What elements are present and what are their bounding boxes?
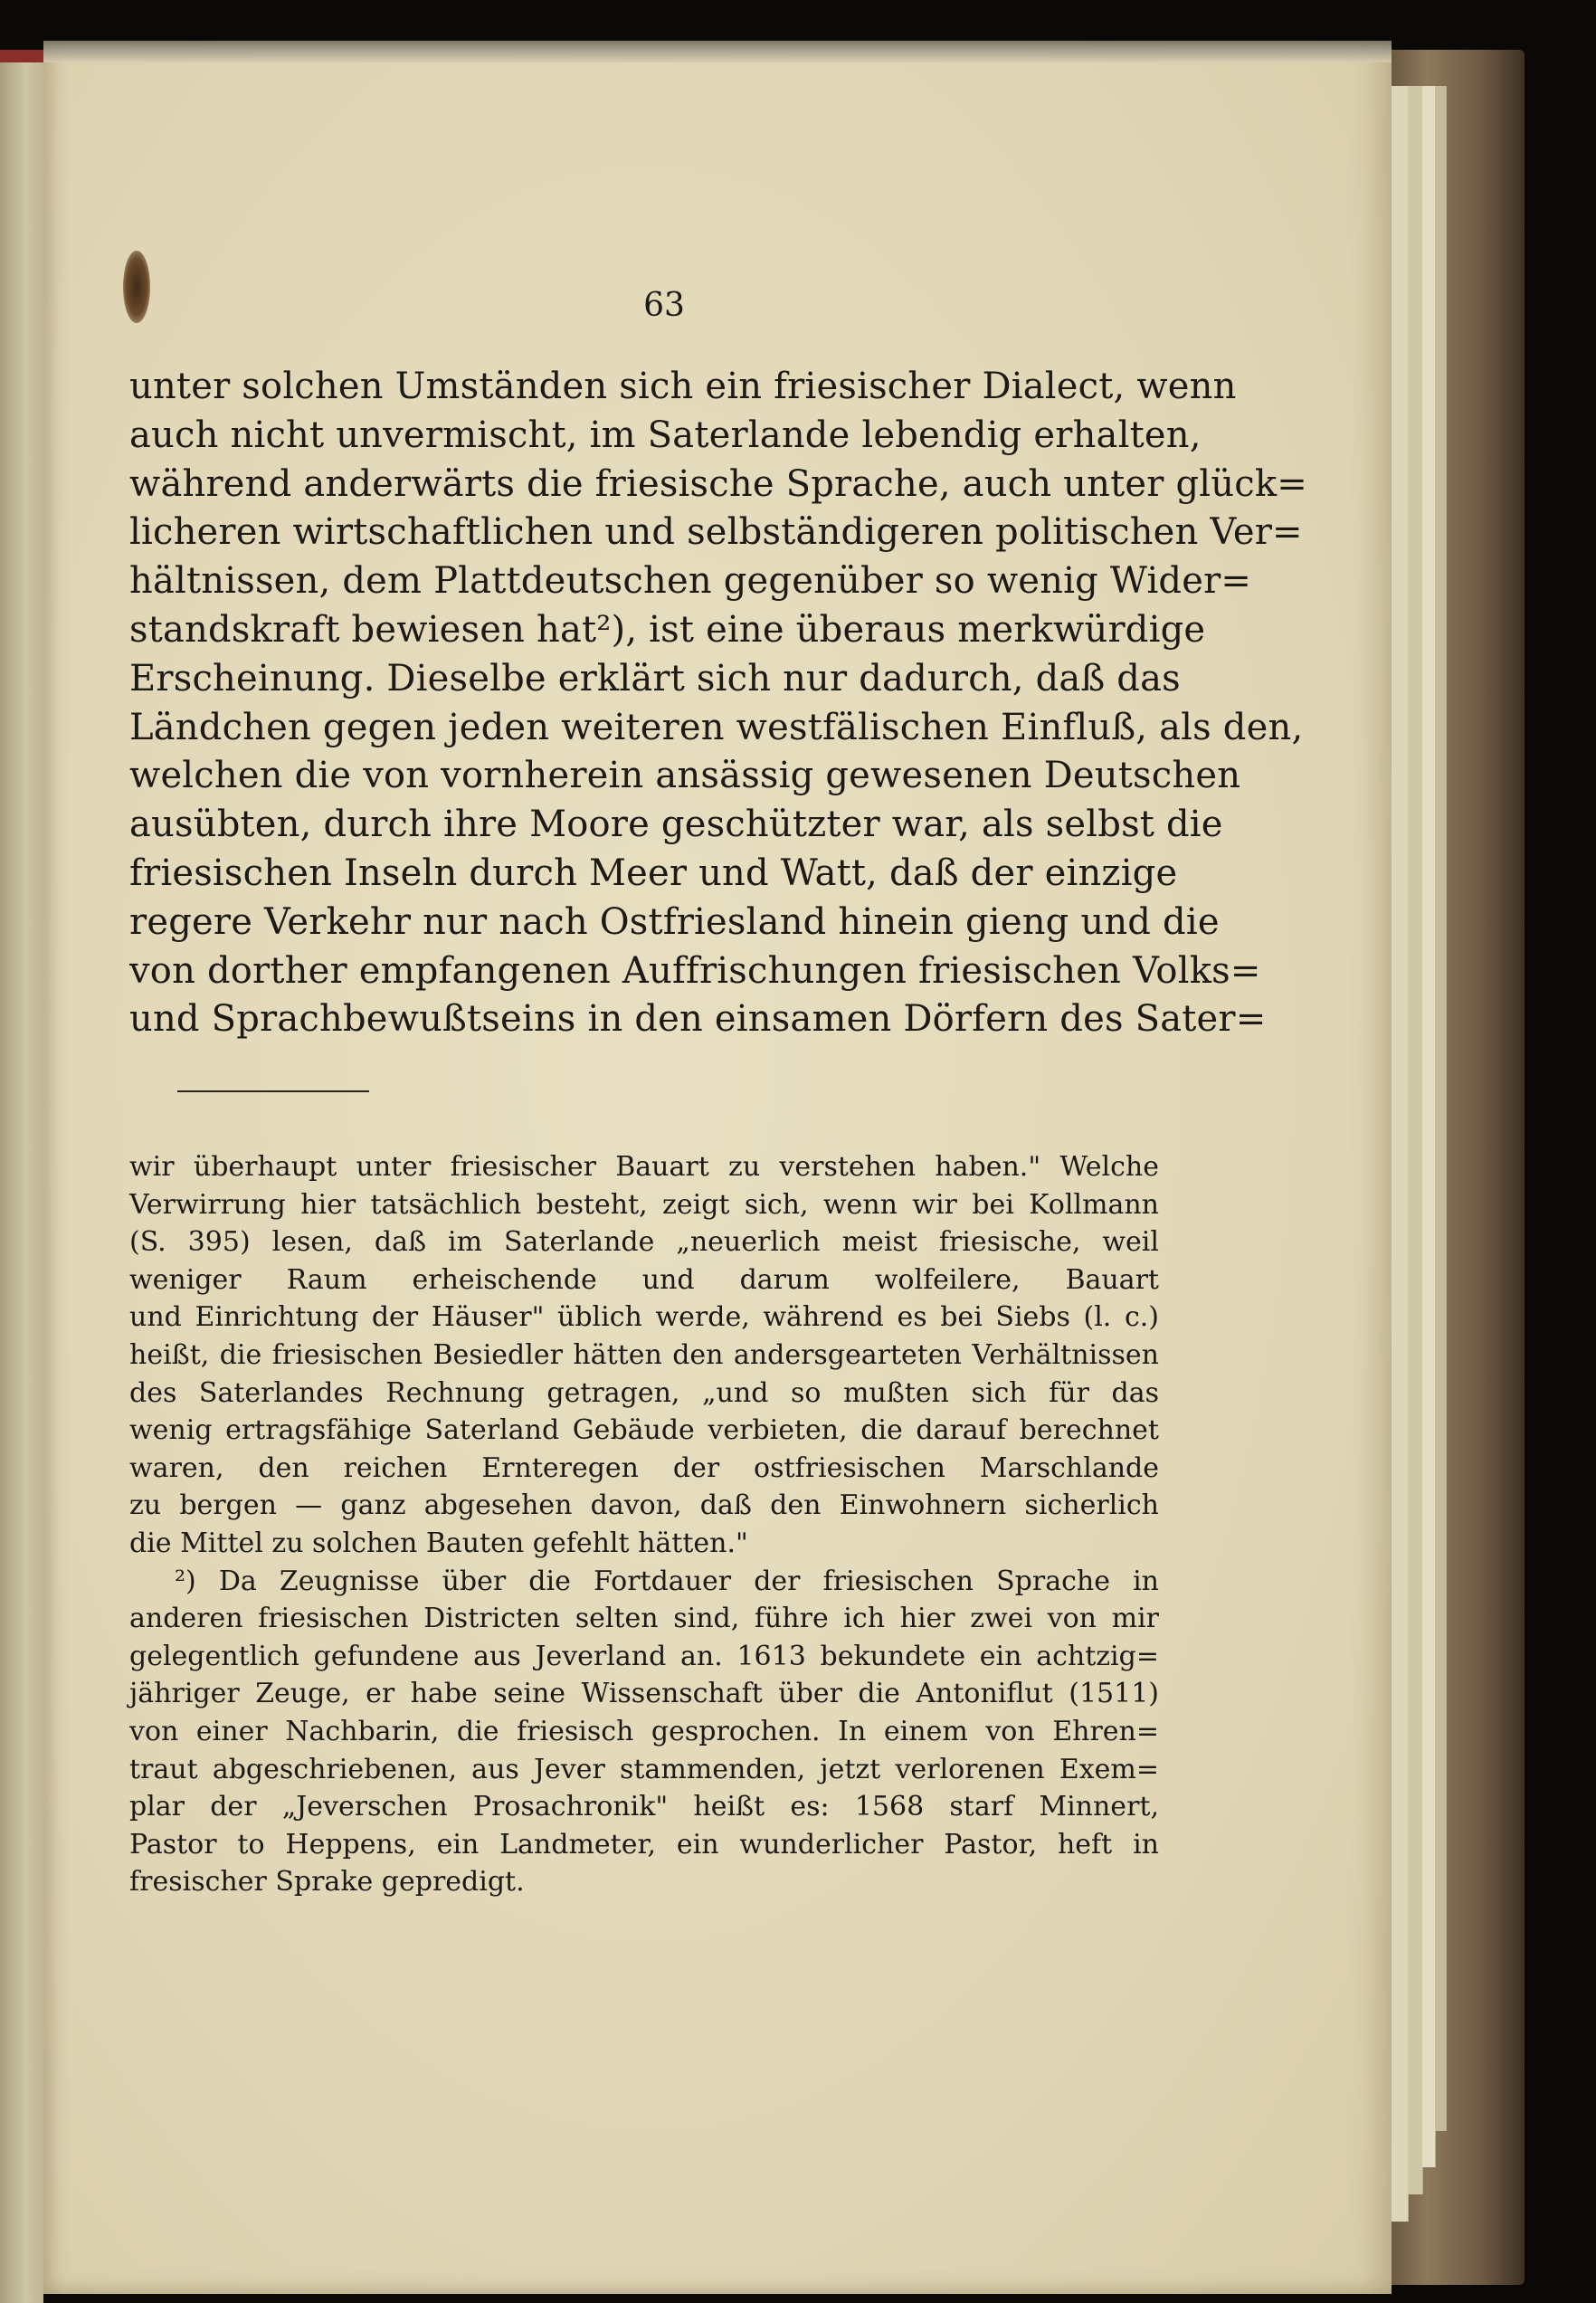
body-line: während anderwärts die friesische Sprache, auch unter glück=	[129, 462, 1307, 505]
page-edge	[1408, 86, 1423, 2194]
footnote-line: (S. 395) lesen, daß im Saterlande „neuerlich meist friesische, weil	[129, 1226, 1159, 1259]
footnote-line: die Mittel zu solchen Bauten gefehlt hätten."	[129, 1527, 748, 1559]
footnote-line: jähriger Zeuge, er habe seine Wissenschaft über die Antoniflut (1511)	[129, 1678, 1159, 1710]
page-number: 63	[643, 287, 685, 324]
page-edge	[1422, 86, 1436, 2167]
body-line: auch nicht unvermischt, im Saterlande lebendig erhalten,	[129, 414, 1202, 456]
footnote-line: von einer Nachbarin, die friesisch gesprochen. In einem von Ehren=	[129, 1715, 1159, 1747]
footnote-line: traut abgeschriebenen, aus Jever stammenden, jetzt verlorenen Exem=	[129, 1753, 1159, 1785]
body-line: standskraft bewiesen hat²), ist eine überaus merkwürdige	[129, 608, 1206, 651]
footnote-line: heißt, die friesischen Besiedler hätten den andersgearteten Verhältnissen	[129, 1338, 1159, 1371]
body-line: hältnissen, dem Plattdeutschen gegenüber so wenig Wider=	[129, 560, 1252, 603]
book-page	[43, 41, 1392, 2294]
footnote-line: weniger Raum erheischende und darum wolfeilere, Bauart	[129, 1263, 1159, 1296]
body-line: von dorther empfangenen Auffrischungen friesischen Volks=	[129, 949, 1261, 992]
footnote-line: waren, den reichen Ernteregen der ostfriesischen Marschlande	[129, 1451, 1159, 1484]
footnote-line: und Einrichtung der Häuser" üblich werde, während es bei Siebs (l. c.)	[129, 1301, 1159, 1334]
body-line: friesischen Inseln durch Meer und Watt, daß der einzige	[129, 852, 1178, 894]
footnote-line: wir überhaupt unter friesischer Bauart zu verstehen haben." Welche	[129, 1151, 1159, 1183]
footnote-line: ²) Da Zeugnisse über die Fortdauer der friesischen Sprache in	[175, 1565, 1159, 1597]
footnote-line: Pastor to Heppens, ein Landmeter, ein wunderlicher Pastor, heft in	[129, 1828, 1159, 1860]
footnote-separator	[177, 1090, 369, 1092]
body-line: Erscheinung. Dieselbe erklärt sich nur dadurch, daß das	[129, 657, 1181, 699]
page-top-edge	[43, 41, 1392, 62]
body-line: und Sprachbewußtseins in den einsamen Dörfern des Sater=	[129, 998, 1267, 1041]
footnote-line: zu bergen — ganz abgesehen davon, daß den Einwohnern sicherlich	[129, 1489, 1159, 1522]
ink-stain	[123, 251, 150, 323]
footnote-line: des Saterlandes Rechnung getragen, „und so mußten sich für das	[129, 1376, 1159, 1409]
footnote-line: plar der „Jeverschen Prosachronik" heißt es: 1568 starf Minnert,	[129, 1791, 1159, 1823]
page-edge	[1435, 86, 1447, 2131]
footnote-line: fresischer Sprake gepredigt.	[129, 1866, 525, 1899]
footnote-text	[129, 1148, 1159, 1901]
body-line: ausübten, durch ihre Moore geschützter war, als selbst die	[129, 804, 1223, 846]
footnote-line: anderen friesischen Districten selten sind, führe ich hier zwei von mir	[129, 1603, 1159, 1635]
body-line: Ländchen gegen jeden weiteren westfälischen Einfluß, als den,	[129, 706, 1304, 748]
footnote-line: wenig ertragsfähige Saterland Gebäude verbieten, die darauf berechnet	[129, 1414, 1159, 1447]
body-text	[129, 363, 1307, 1044]
previous-page-edge	[0, 50, 43, 2303]
footnote-line: gelegentlich gefundene aus Jeverland an. 1613 bekundete ein achtzig=	[129, 1640, 1159, 1672]
bookmark-ribbon-edge	[0, 50, 43, 62]
body-line: regere Verkehr nur nach Ostfriesland hinein gieng und die	[129, 900, 1220, 943]
body-line: welchen die von vornherein ansässig gewesenen Deutschen	[129, 755, 1241, 797]
body-line: licheren wirtschaftlichen und selbständigeren politischen Ver=	[129, 511, 1303, 554]
body-line: unter solchen Umständen sich ein friesischer Dialect, wenn	[129, 366, 1237, 407]
footnote-line: Verwirrung hier tatsächlich besteht, zeigt sich, wenn wir bei Kollmann	[129, 1188, 1159, 1221]
